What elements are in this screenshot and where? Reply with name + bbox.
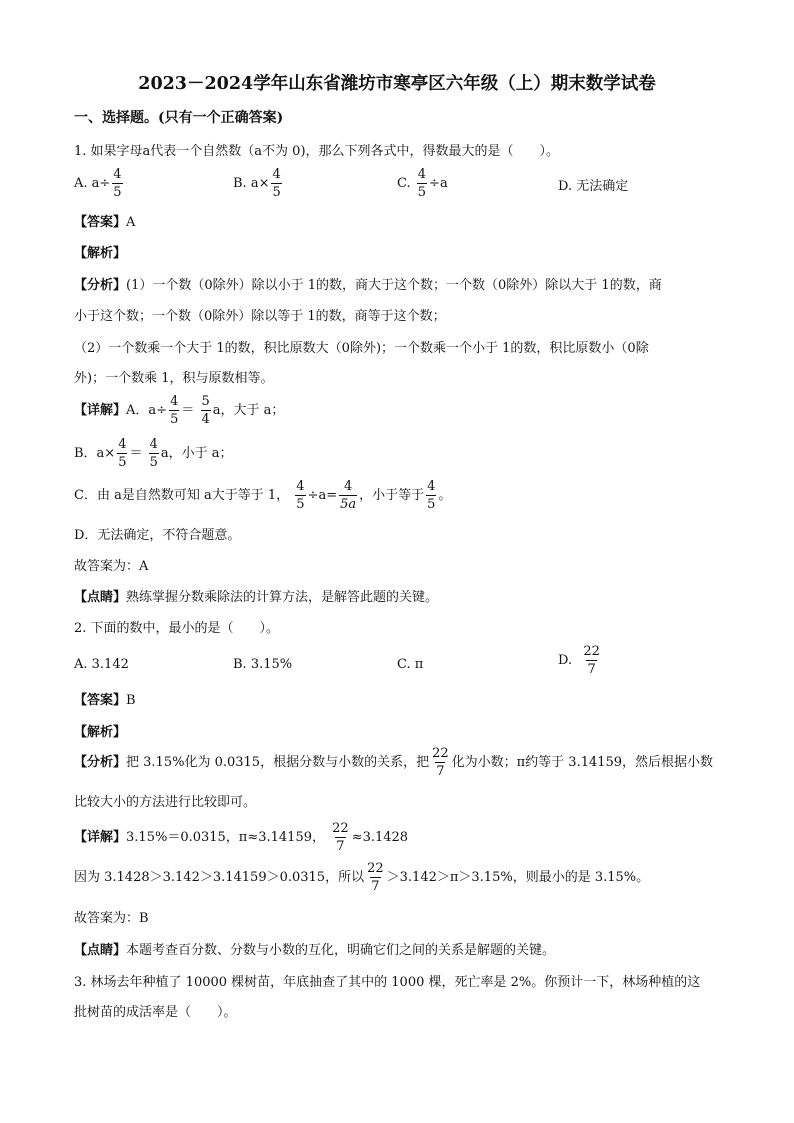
q2-option-a: A. 3.142 xyxy=(74,657,129,672)
detail-b-pre: B．a× xyxy=(74,446,116,461)
q1-detail-b xyxy=(74,438,233,469)
frac-den: 4 xyxy=(201,412,210,427)
q2-option-c: C. π xyxy=(397,657,424,672)
frac-num: 4 xyxy=(343,479,353,494)
frac-den: 5a xyxy=(340,497,357,512)
q2-conclusion: 故答案为：B xyxy=(74,911,149,926)
q2-detail xyxy=(74,822,408,853)
answer-value: B xyxy=(126,693,136,708)
dianjing-tag: 【点睛】 xyxy=(74,590,127,605)
q1-option-d: D. 无法确定 xyxy=(558,179,629,194)
q2-fenxi-line1 xyxy=(74,747,713,778)
frac-den: 5 xyxy=(149,455,158,470)
frac-num: 22 xyxy=(583,644,600,659)
q1-option-b-fraction xyxy=(271,168,281,199)
q1-detail-c xyxy=(74,480,451,511)
q1-conclusion: 故答案为：A xyxy=(74,559,149,574)
q1-option-b xyxy=(233,168,284,199)
q1-detail-d: D．无法确定，不符合题意。 xyxy=(74,528,241,543)
frac-den: 7 xyxy=(336,839,345,854)
q1-option-c xyxy=(397,168,448,199)
detail-pre: 3.15%＝0.0315，π≈3.14159， xyxy=(126,830,325,845)
frac-den: 7 xyxy=(587,662,596,677)
detail-c-tail: ，小于等于 xyxy=(359,488,425,503)
detail-c-limit-fraction xyxy=(426,480,436,511)
frac-den: 5 xyxy=(296,497,305,512)
q1-option-a-fraction xyxy=(112,168,122,199)
q2-reason-fraction xyxy=(366,862,385,893)
frac-den: 5 xyxy=(170,412,179,427)
detail-c-end: 。 xyxy=(438,488,452,503)
detail-b-eq: ＝ xyxy=(129,446,143,461)
fenxi-tag: 【分析】 xyxy=(74,278,127,293)
frac-num: 4 xyxy=(118,437,127,452)
reason-pre: 因为 3.1428＞3.142＞3.14159＞0.0315，所以 xyxy=(74,870,365,885)
frac-num: 22 xyxy=(332,821,349,836)
detail-a-fraction xyxy=(169,395,179,426)
detail-a-result-fraction xyxy=(201,395,211,426)
q1-fenxi-line1 xyxy=(74,279,662,292)
frac-num: 4 xyxy=(170,394,179,409)
frac-den: 7 xyxy=(371,879,380,894)
q2-option-b: B. 3.15% xyxy=(233,657,293,672)
detail-post: ≈3.1428 xyxy=(351,830,409,845)
q1-fenxi-line4: 外)；一个数乘 1，积与原数相等。 xyxy=(74,371,274,386)
fenxi-pre: 把 3.15%化为 0.0315，根据分数与小数的关系，把 xyxy=(126,755,430,770)
dianjing-tag: 【点睛】 xyxy=(74,943,127,958)
detail-c-mid: ÷a= xyxy=(307,488,338,503)
fenxi-post: 化为小数；π约等于 3.14159，然后根据小数 xyxy=(451,755,714,770)
detail-c-result-fraction xyxy=(339,480,357,511)
q1-option-b-label: B. a× xyxy=(233,176,270,191)
q1-option-b-num: 4 xyxy=(272,167,281,182)
answer-value: A xyxy=(126,215,136,230)
q3-stem-line1: 3. 林场去年种植了 10000 棵树苗，年底抽查了其中的 1000 棵，死亡率是 2%。你预计一下，林场种植的这 xyxy=(74,975,701,990)
q2-option-d xyxy=(558,645,603,676)
answer-tag: 【答案】 xyxy=(74,693,127,708)
q1-option-c-tail: ÷a xyxy=(429,176,448,191)
q1-option-c-fraction xyxy=(417,168,427,199)
reason-post: ＞3.142＞π＞3.15%，则最小的是 3.15%。 xyxy=(386,870,650,885)
q2-option-d-label: D. xyxy=(558,653,573,668)
q1-option-c-label: C. xyxy=(397,176,411,191)
frac-den: 7 xyxy=(436,764,445,779)
q1-option-a xyxy=(74,168,125,199)
q1-answer xyxy=(74,216,135,229)
detail-b-tail: a，小于 a； xyxy=(160,446,233,461)
detail-c-fraction xyxy=(295,480,305,511)
frac-num: 5 xyxy=(201,394,210,409)
detail-a-eq: ＝ xyxy=(181,403,195,418)
q1-detail-a xyxy=(74,395,284,426)
frac-den: 5 xyxy=(118,455,127,470)
q2-option-d-fraction xyxy=(582,645,601,676)
q1-option-a-num: 4 xyxy=(113,167,122,182)
q2-dianjing xyxy=(74,944,555,957)
q1-stem: 1. 如果字母a代表一个自然数（a不为 0)，那么下列各式中，得数最大的是（ ）。 xyxy=(74,144,560,159)
frac-num: 4 xyxy=(427,479,436,494)
q3-stem-line2: 批树苗的成活率是（ ）。 xyxy=(74,1005,237,1020)
detail-b-fraction xyxy=(117,438,127,469)
q1-option-a-den: 5 xyxy=(113,185,122,200)
section-heading: 一、选择题。(只有一个正确答案) xyxy=(74,110,284,126)
detail-a-tail: a，大于 a； xyxy=(212,403,285,418)
dianjing-text: 本题考查百分数、分数与小数的互化，明确它们之间的关系是解题的关键。 xyxy=(126,943,556,958)
q1-option-a-label: A. a÷ xyxy=(74,176,111,191)
xiangjie-tag: 【详解】 xyxy=(74,403,127,418)
q1-fenxi-line2: 小于这个数；一个数（0除外）除以等于 1的数，商等于这个数； xyxy=(74,309,446,324)
q1-option-b-den: 5 xyxy=(272,185,281,200)
frac-num: 22 xyxy=(367,861,384,876)
fenxi-tag: 【分析】 xyxy=(74,755,127,770)
q1-option-c-num: 4 xyxy=(417,167,427,182)
q2-fenxi-line2: 比较大小的方法进行比较即可。 xyxy=(74,795,257,810)
detail-b-result-fraction xyxy=(149,438,159,469)
detail-a-pre: A．a÷ xyxy=(126,403,168,418)
page-title: 2023－2024学年山东省潍坊市寒亭区六年级（上）期末数学试卷 xyxy=(138,74,656,94)
xiangjie-tag: 【详解】 xyxy=(74,830,127,845)
frac-num: 22 xyxy=(432,746,449,761)
q1-analysis-tag: 【解析】 xyxy=(74,246,127,261)
frac-den: 5 xyxy=(427,497,436,512)
q1-dianjing xyxy=(74,591,438,604)
fenxi-text: (1）一个数（0除外）除以小于 1的数，商大于这个数；一个数（0除外）除以大于 1的数，商 xyxy=(126,278,662,293)
q2-fenxi-fraction xyxy=(431,747,450,778)
q2-answer xyxy=(74,694,136,707)
detail-c-pre: C．由 a是自然数可知 a大于等于 1， xyxy=(74,488,290,503)
q1-fenxi-line3: （2）一个数乘一个大于 1的数，积比原数大（0除外)；一个数乘一个小于 1的数，积比原数小（0除 xyxy=(74,341,649,356)
dianjing-text: 熟练掌握分数乘除法的计算方法，是解答此题的关键。 xyxy=(126,590,439,605)
frac-num: 4 xyxy=(149,437,158,452)
frac-num: 4 xyxy=(296,479,305,494)
q2-stem: 2. 下面的数中，最小的是（ ）。 xyxy=(74,621,280,636)
q1-option-c-den: 5 xyxy=(417,185,427,200)
q2-reason xyxy=(74,862,649,893)
answer-tag: 【答案】 xyxy=(74,215,127,230)
q2-analysis-tag: 【解析】 xyxy=(74,725,127,740)
q2-detail-fraction xyxy=(331,822,350,853)
